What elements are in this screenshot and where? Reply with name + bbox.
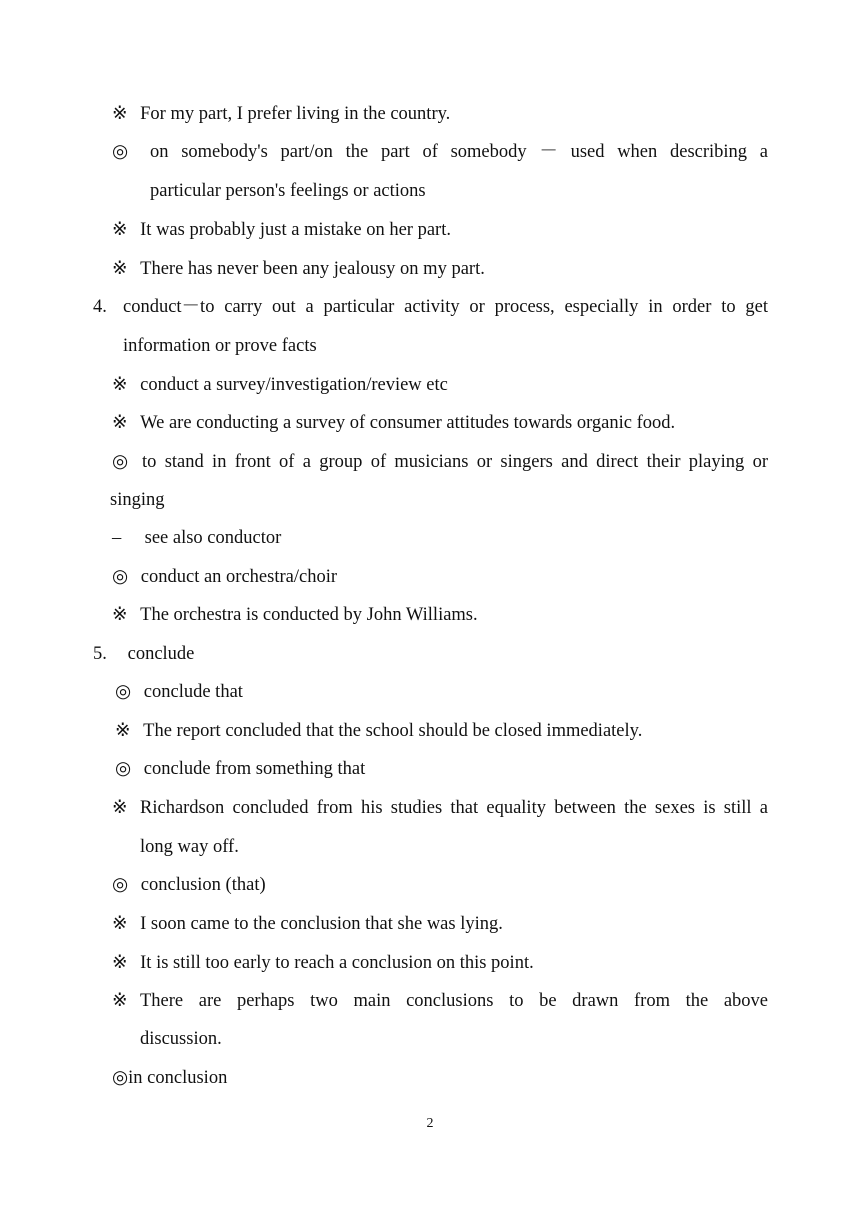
example-text: There are perhaps two main conclusions to be drawn from the above	[140, 991, 768, 1011]
phrase-line	[112, 566, 337, 588]
example-continuation: discussion.	[140, 1029, 222, 1049]
example-text: I soon came to the conclusion that she was lying.	[140, 914, 503, 934]
example-line	[115, 720, 642, 742]
example-marker: ※	[112, 991, 128, 1011]
phrase-line	[115, 758, 365, 780]
example-marker: ※	[112, 259, 128, 279]
example-marker: ※	[115, 721, 131, 741]
phrase-text: conclude from something that	[143, 759, 366, 779]
example-continuation: long way off.	[140, 837, 239, 857]
sense-continuation: singing	[110, 490, 165, 510]
dash-marker: –	[112, 528, 122, 548]
example-line	[112, 412, 675, 434]
sense-line	[112, 141, 768, 163]
example-marker: ※	[112, 953, 128, 973]
example-line	[112, 797, 768, 819]
example-text: It was probably just a mistake on her part.	[140, 220, 451, 240]
example-line	[112, 258, 485, 280]
entry-definition: conduct－to carry out a particular activity or process, especially in order to get	[123, 297, 768, 317]
phrase-line	[112, 874, 266, 896]
example-text: Richardson concluded from his studies that equality between the sexes is still a	[140, 798, 768, 818]
definition-continuation: information or prove facts	[123, 336, 317, 356]
phrase-marker: ◎	[115, 682, 132, 702]
sense-line	[112, 451, 768, 473]
example-text: For my part, I prefer living in the country.	[140, 104, 451, 124]
example-text: The orchestra is conducted by John Williams.	[140, 605, 478, 625]
example-text: conduct a survey/investigation/review etc	[140, 375, 448, 395]
example-line	[112, 103, 450, 125]
phrase-line	[115, 681, 243, 703]
example-text: The report concluded that the school should be closed immediately.	[143, 721, 643, 741]
example-line	[112, 604, 478, 626]
phrase-text: conclude that	[143, 682, 243, 702]
example-text: We are conducting a survey of consumer attitudes towards organic food.	[140, 413, 676, 433]
example-marker: ※	[112, 104, 128, 124]
phrase-marker: ◎	[112, 567, 129, 587]
page-number: 2	[426, 1116, 434, 1131]
example-line	[112, 219, 451, 241]
phrase-marker: ◎	[112, 1068, 129, 1088]
phrase-marker: ◎	[112, 875, 129, 895]
example-line	[112, 374, 448, 396]
example-text: It is still too early to reach a conclusion on this point.	[140, 953, 534, 973]
phrase-text: conduct an orchestra/choir	[140, 567, 338, 587]
phrase-text: in conclusion	[128, 1068, 228, 1088]
example-marker: ※	[112, 914, 128, 934]
sense-text: on somebody's part/on the part of somebody － used when describing a	[150, 142, 768, 162]
phrase-line	[112, 1067, 227, 1089]
example-marker: ※	[112, 798, 128, 818]
example-marker: ※	[112, 220, 128, 240]
entry-word: conclude	[127, 644, 195, 664]
example-marker: ※	[112, 605, 128, 625]
sense-continuation: particular person's feelings or actions	[150, 181, 426, 201]
sense-marker: ◎	[112, 142, 129, 162]
example-text: There has never been any jealousy on my part.	[140, 259, 485, 279]
example-line	[112, 952, 534, 974]
example-marker: ※	[112, 413, 128, 433]
phrase-marker: ◎	[115, 759, 132, 779]
example-marker: ※	[112, 375, 128, 395]
sense-marker: ◎	[112, 452, 129, 472]
example-line	[112, 913, 503, 935]
entry-heading	[93, 296, 768, 318]
sense-text: to stand in front of a group of musicians or singers and direct their playing or	[142, 452, 768, 472]
phrase-text: conclusion (that)	[140, 875, 266, 895]
entry-heading	[93, 643, 194, 665]
see-also-text: see also conductor	[144, 528, 282, 548]
see-also-line	[112, 527, 281, 549]
example-line	[112, 990, 768, 1012]
entry-number: 4.	[93, 297, 107, 317]
entry-number: 5.	[93, 644, 107, 664]
